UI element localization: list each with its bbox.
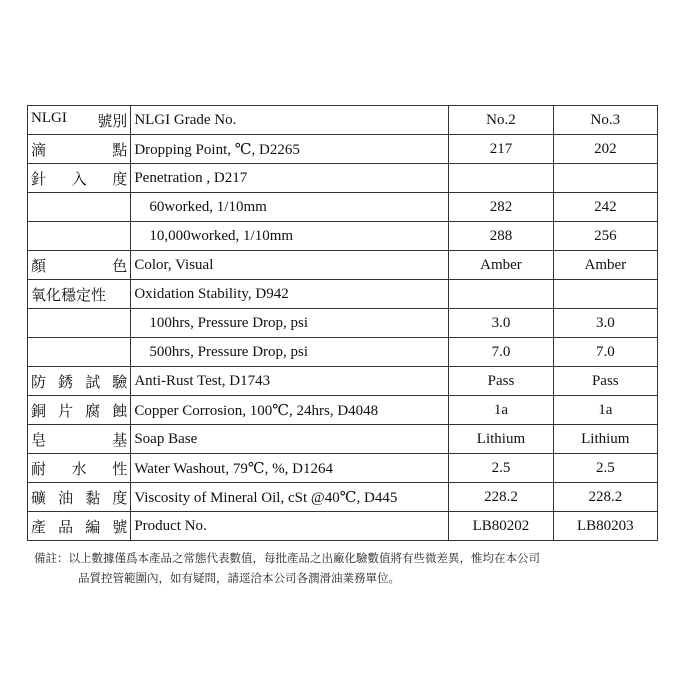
- property-name-zh: [28, 367, 131, 396]
- property-name-en: Color, Visual: [131, 251, 449, 280]
- value-no3: 1a: [553, 396, 657, 425]
- property-name-zh-text: [31, 110, 127, 131]
- zh-char-group: 性: [112, 461, 128, 478]
- value-no2: LB80202: [449, 512, 553, 541]
- property-name-zh-text: [31, 429, 127, 450]
- value-no3: 242: [553, 193, 657, 222]
- value-no2: 1a: [449, 396, 553, 425]
- property-name-zh-text: [31, 139, 127, 160]
- zh-char-group: 試: [85, 374, 101, 391]
- value-no3: 256: [553, 222, 657, 251]
- table-row: [28, 222, 658, 251]
- value-no3: Pass: [553, 367, 657, 396]
- property-name-en: 10,000worked, 1/10mm: [131, 222, 449, 251]
- property-name-zh-text: [31, 400, 127, 421]
- zh-char-group: 顏: [31, 258, 47, 275]
- table-row: [28, 135, 658, 164]
- table-row: [28, 309, 658, 338]
- property-name-zh: [28, 135, 131, 164]
- property-name-en: Copper Corrosion, 100℃, 24hrs, D4048: [131, 396, 449, 425]
- value-no2: Pass: [449, 367, 553, 396]
- value-no3: 228.2: [553, 483, 657, 512]
- property-name-zh-text: [31, 487, 127, 508]
- value-no2: No.2: [449, 106, 553, 135]
- property-name-zh: [28, 164, 131, 193]
- zh-char-group: 片: [58, 403, 74, 420]
- value-no2: [449, 280, 553, 309]
- zh-char-group: 氧化穩定性: [31, 287, 107, 304]
- zh-char-group: 品: [58, 519, 74, 536]
- property-name-en: NLGI Grade No.: [131, 106, 449, 135]
- value-no3: Amber: [553, 251, 657, 280]
- property-name-en: Product No.: [131, 512, 449, 541]
- table-row: [28, 193, 658, 222]
- table-row: [28, 425, 658, 454]
- zh-char-group: 度: [112, 490, 128, 507]
- property-name-en: Oxidation Stability, D942: [131, 280, 449, 309]
- value-no3: LB80203: [553, 512, 657, 541]
- zh-char-group: 蝕: [112, 403, 128, 420]
- value-no2: 7.0: [449, 338, 553, 367]
- zh-char-group: 針: [31, 171, 47, 188]
- zh-char-group: NLGI: [31, 109, 67, 126]
- property-name-zh: [28, 425, 131, 454]
- value-no2: 217: [449, 135, 553, 164]
- property-name-zh: [28, 512, 131, 541]
- spec-table: [27, 105, 658, 541]
- property-name-en: 60worked, 1/10mm: [131, 193, 449, 222]
- property-name-zh: [28, 396, 131, 425]
- zh-char-group: 腐: [85, 403, 101, 420]
- value-no2: [449, 164, 553, 193]
- zh-char-group: 點: [112, 142, 128, 159]
- zh-char-group: 產: [31, 519, 47, 536]
- value-no2: 2.5: [449, 454, 553, 483]
- zh-char-group: 防: [31, 374, 47, 391]
- property-name-en: Dropping Point, ℃, D2265: [131, 135, 449, 164]
- zh-char-group: 銅: [31, 403, 47, 420]
- table-row: [28, 106, 658, 135]
- property-name-en: 100hrs, Pressure Drop, psi: [131, 309, 449, 338]
- property-name-zh-text: [31, 284, 127, 305]
- property-name-zh: [28, 251, 131, 280]
- value-no2: Amber: [449, 251, 553, 280]
- zh-char-group: 銹: [58, 374, 74, 391]
- value-no3: 202: [553, 135, 657, 164]
- property-name-zh-text: [31, 516, 127, 537]
- zh-char-group: 耐: [31, 461, 47, 478]
- property-name-zh-text: [31, 371, 127, 392]
- zh-char-group: 基: [112, 432, 128, 449]
- table-row: [28, 396, 658, 425]
- table-row: [28, 251, 658, 280]
- value-no3: No.3: [553, 106, 657, 135]
- property-name-zh: [28, 222, 131, 251]
- property-name-en: Viscosity of Mineral Oil, cSt @40℃, D445: [131, 483, 449, 512]
- property-name-en: Anti-Rust Test, D1743: [131, 367, 449, 396]
- value-no2: 282: [449, 193, 553, 222]
- zh-char-group: 礦: [31, 490, 47, 507]
- zh-char-group: 編: [85, 519, 101, 536]
- zh-char-group: 號: [112, 519, 128, 536]
- value-no2: 3.0: [449, 309, 553, 338]
- table-row: [28, 454, 658, 483]
- zh-char-group: 滴: [31, 142, 47, 159]
- property-name-en: Water Washout, 79℃, %, D1264: [131, 454, 449, 483]
- property-name-en: Soap Base: [131, 425, 449, 454]
- footnote-line-1: 備註：以上數據僅爲本產品之常態代表數值，每批產品之出廠化驗數值將有些微差異，惟均在本公司: [34, 551, 540, 565]
- property-name-zh: [28, 106, 131, 135]
- zh-char-group: 皂: [31, 432, 47, 449]
- property-name-en: Penetration , D217: [131, 164, 449, 193]
- zh-char-group: 黏: [85, 490, 101, 507]
- zh-char-group: 油: [58, 490, 74, 507]
- table-row: [28, 483, 658, 512]
- property-name-en: 500hrs, Pressure Drop, psi: [131, 338, 449, 367]
- value-no3: [553, 280, 657, 309]
- table-row: [28, 164, 658, 193]
- value-no3: 7.0: [553, 338, 657, 367]
- table-row: [28, 367, 658, 396]
- value-no2: 228.2: [449, 483, 553, 512]
- value-no3: [553, 164, 657, 193]
- zh-char-group: 號別: [97, 113, 128, 130]
- footnote: [34, 548, 664, 588]
- property-name-zh: [28, 309, 131, 338]
- value-no2: 288: [449, 222, 553, 251]
- zh-char-group: 色: [112, 258, 128, 275]
- footnote-line-2: 品質控管範圍內，如有疑問，請逕洽本公司各潤滑油業務單位。: [78, 571, 400, 585]
- property-name-zh-text: [31, 458, 127, 479]
- property-name-zh-text: [31, 168, 127, 189]
- zh-char-group: 驗: [112, 374, 128, 391]
- table-row: [28, 280, 658, 309]
- value-no2: Lithium: [449, 425, 553, 454]
- table-row: [28, 512, 658, 541]
- zh-char-group: 水: [71, 461, 87, 478]
- property-name-zh: [28, 193, 131, 222]
- property-name-zh: [28, 454, 131, 483]
- value-no3: 2.5: [553, 454, 657, 483]
- property-name-zh: [28, 483, 131, 512]
- property-name-zh: [28, 280, 131, 309]
- table-row: [28, 338, 658, 367]
- zh-char-group: 入: [71, 171, 87, 188]
- value-no3: Lithium: [553, 425, 657, 454]
- value-no3: 3.0: [553, 309, 657, 338]
- property-name-zh: [28, 338, 131, 367]
- zh-char-group: 度: [112, 171, 128, 188]
- property-name-zh-text: [31, 255, 127, 276]
